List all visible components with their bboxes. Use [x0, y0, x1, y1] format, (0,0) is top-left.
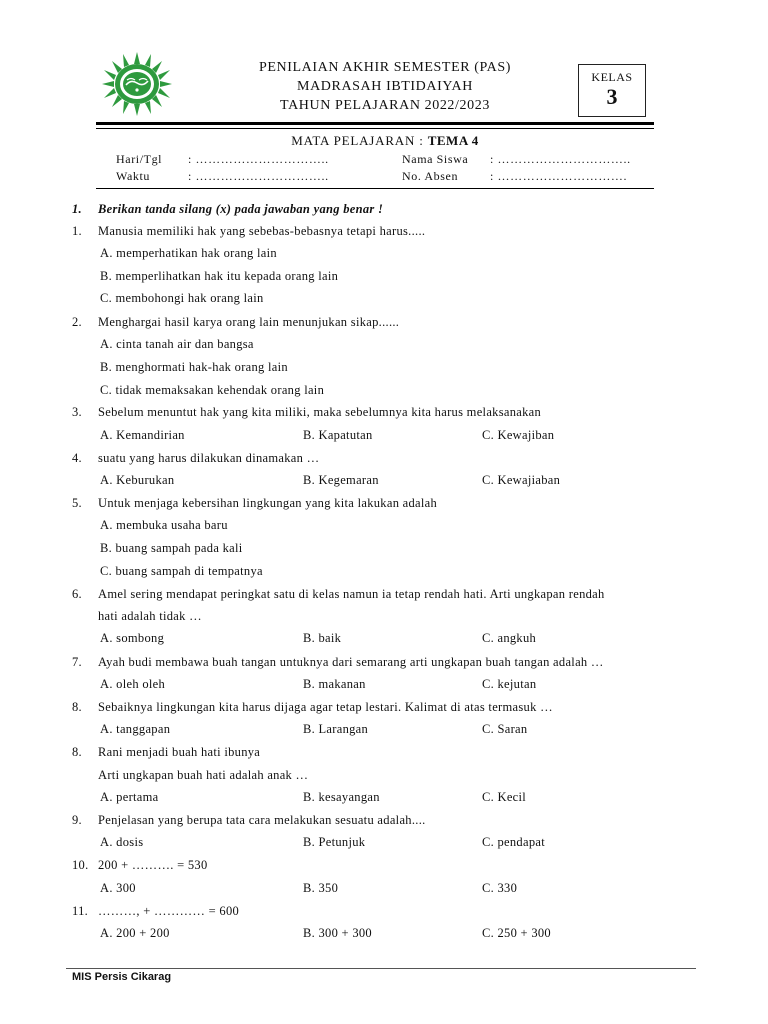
time-label: Waktu — [116, 169, 151, 183]
option-c[interactable]: C. Kewajiban — [482, 428, 555, 442]
option-b[interactable]: B. Petunjuk — [303, 835, 366, 849]
option-a[interactable]: A. cinta tanah air dan bangsa — [100, 337, 254, 351]
academic-year: TAHUN PELAJARAN 2022/2023 — [280, 98, 490, 113]
question-number: 1. — [72, 224, 82, 238]
date-label: Hari/Tgl — [116, 152, 163, 166]
option-a[interactable]: A. Kemandirian — [100, 428, 185, 442]
question-number: 2. — [72, 315, 82, 329]
option-c[interactable]: C. Kewajiaban — [482, 473, 561, 487]
instruction-text: Berikan tanda silang (x) pada jawaban yang benar ! — [98, 202, 384, 216]
question-text-continued: Arti ungkapan buah hati adalah anak … — [98, 768, 309, 782]
option-b[interactable]: B. Larangan — [303, 722, 369, 736]
option-c[interactable]: C. buang sampah di tempatnya — [100, 564, 263, 578]
question-number: 5. — [72, 496, 82, 510]
header-divider — [96, 122, 654, 125]
question-text: Rani menjadi buah hati ibunya — [98, 745, 261, 759]
question-number: 6. — [72, 587, 82, 601]
option-b[interactable]: B. menghormati hak-hak orang lain — [100, 360, 288, 374]
option-a[interactable]: A. 300 — [100, 881, 136, 895]
option-c[interactable]: C. angkuh — [482, 631, 537, 645]
option-b[interactable]: B. buang sampah pada kali — [100, 541, 243, 555]
option-b[interactable]: B. makanan — [303, 677, 366, 691]
question-text: Sebelum menuntut hak yang kita miliki, maka sebelumnya kita harus melaksanakan — [98, 405, 542, 419]
subject-value: TEMA 4 — [427, 133, 479, 148]
option-a[interactable]: A. dosis — [100, 835, 144, 849]
question-number: 7. — [72, 655, 82, 669]
question-text: 200 + ………. = 530 — [98, 858, 208, 872]
header-divider-thin — [96, 128, 654, 129]
student-name-label: Nama Siswa — [402, 152, 469, 166]
date-field[interactable]: : ………………………….. — [188, 152, 329, 166]
option-a[interactable]: A. oleh oleh — [100, 677, 166, 691]
option-a[interactable]: A. sombong — [100, 631, 165, 645]
option-b[interactable]: B. 350 — [303, 881, 339, 895]
class-value: 3 — [606, 84, 618, 109]
school-logo — [102, 52, 172, 116]
subject-label: MATA PELAJARAN : — [291, 133, 424, 148]
option-b[interactable]: B. kesayangan — [303, 790, 380, 804]
option-c[interactable]: C. 250 + 300 — [482, 926, 551, 940]
instruction-number: 1. — [72, 202, 82, 216]
option-b[interactable]: B. memperlihatkan hak itu kepada orang lain — [100, 269, 339, 283]
question-number: 8. — [72, 700, 82, 714]
option-c[interactable]: C. Saran — [482, 722, 528, 736]
class-label: KELAS — [591, 70, 633, 84]
option-a[interactable]: A. pertama — [100, 790, 159, 804]
question-text: Menghargai hasil karya orang lain menunjukan sikap...... — [98, 315, 400, 329]
question-number: 8. — [72, 745, 82, 759]
question-text: Ayah budi membawa buah tangan untuknya dari semarang arti ungkapan buah tangan adalah … — [98, 655, 604, 669]
question-text-continued: hati adalah tidak … — [98, 609, 202, 623]
option-c[interactable]: C. 330 — [482, 881, 518, 895]
class-box — [578, 64, 646, 117]
question-number: 10. — [72, 858, 89, 872]
question-text: suatu yang harus dilakukan dinamakan … — [98, 451, 320, 465]
school-type: MADRASAH IBTIDAIYAH — [297, 79, 473, 94]
question-text: Manusia memiliki hak yang sebebas-bebasnya tetapi harus..... — [98, 224, 426, 238]
option-a[interactable]: A. memperhatikan hak orang lain — [100, 246, 277, 260]
question-number: 3. — [72, 405, 82, 419]
question-text: Sebaiknya lingkungan kita harus dijaga agar tetap lestari. Kalimat di atas termasuk … — [98, 700, 553, 714]
option-a[interactable]: A. membuka usaha baru — [100, 518, 228, 532]
option-a[interactable]: A. 200 + 200 — [100, 926, 170, 940]
footer-school-name: MIS Persis Cikarag — [72, 971, 172, 983]
option-a[interactable]: A. tanggapan — [100, 722, 171, 736]
option-b[interactable]: B. Kegemaran — [303, 473, 379, 487]
option-b[interactable]: B. baik — [303, 631, 342, 645]
question-text: Penjelasan yang berupa tata cara melakukan sesuatu adalah.... — [98, 813, 426, 827]
exam-title: PENILAIAN AKHIR SEMESTER (PAS) — [258, 60, 511, 75]
option-c[interactable]: C. tidak memaksakan kehendak orang lain — [100, 383, 325, 397]
option-b[interactable]: B. Kapatutan — [303, 428, 373, 442]
time-field[interactable]: : ………………………….. — [188, 169, 329, 183]
option-c[interactable]: C. kejutan — [482, 677, 537, 691]
student-name-field[interactable]: : ………………………….. — [490, 152, 631, 166]
question-text: Amel sering mendapat peringkat satu di kelas namun ia tetap rendah hati. Arti ungkapan rendah — [98, 587, 605, 601]
subject-line — [200, 133, 570, 149]
absence-number-label: No. Absen — [402, 169, 459, 183]
absence-number-field[interactable]: : …………………………. — [490, 169, 628, 183]
question-text: Untuk menjaga kebersihan lingkungan yang kita lakukan adalah — [98, 496, 438, 510]
option-b[interactable]: B. 300 + 300 — [303, 926, 372, 940]
option-c[interactable]: C. Kecil — [482, 790, 527, 804]
question-number: 11. — [72, 904, 89, 918]
question-number: 9. — [72, 813, 82, 827]
footer-divider — [66, 968, 696, 969]
option-a[interactable]: A. Keburukan — [100, 473, 175, 487]
question-text: ………, + ………… = 600 — [98, 904, 240, 918]
info-divider — [96, 188, 654, 189]
question-number: 4. — [72, 451, 82, 465]
option-c[interactable]: C. membohongi hak orang lain — [100, 291, 264, 305]
option-c[interactable]: C. pendapat — [482, 835, 546, 849]
